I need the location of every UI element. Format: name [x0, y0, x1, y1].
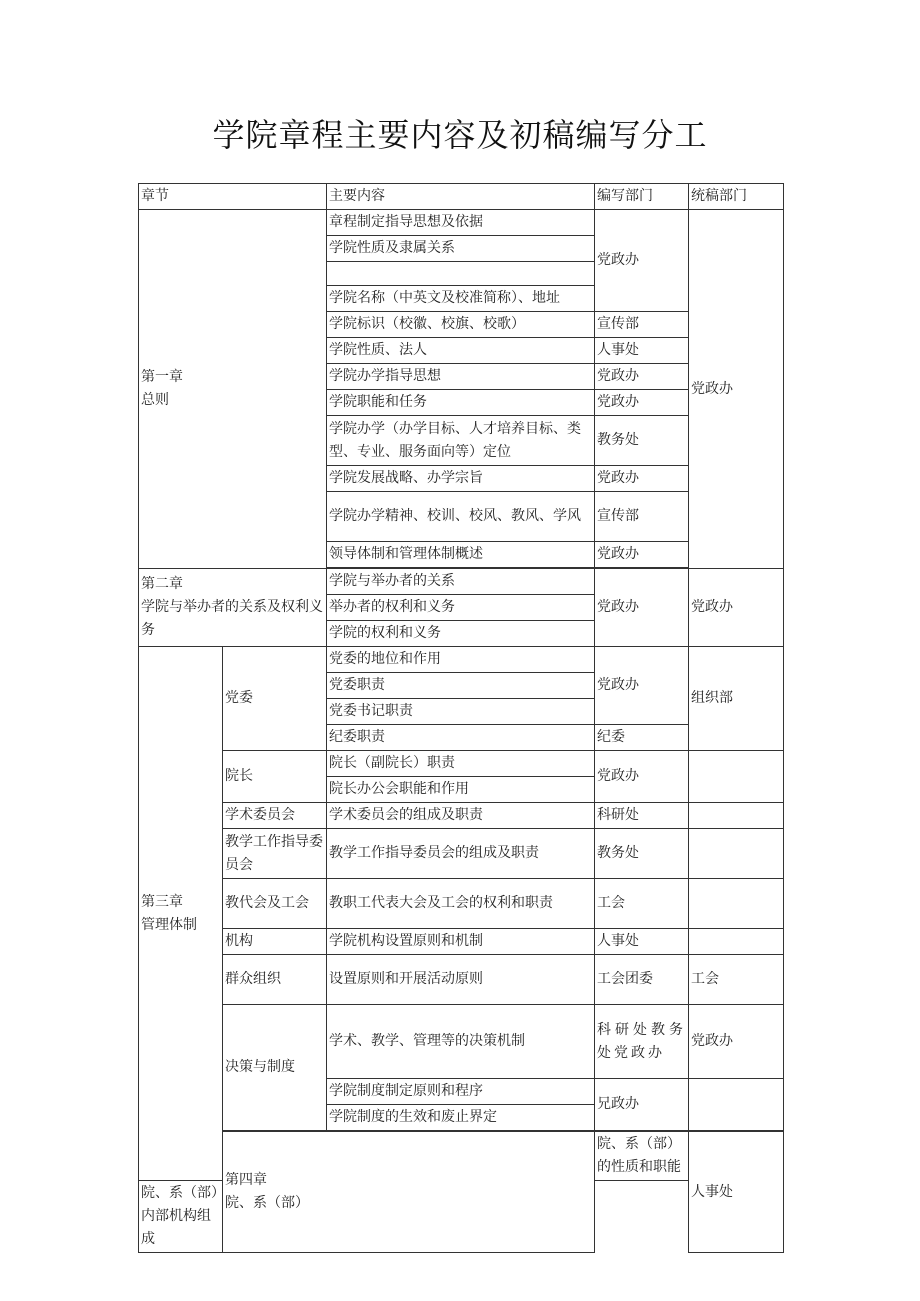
ch3-party-content-1: 党委职责 [327, 673, 595, 699]
ch3-teaching-content: 教学工作指导委员会的组成及职责 [327, 829, 595, 879]
table-row [139, 751, 784, 777]
table-row [139, 1132, 784, 1181]
ch3-decision-label: 决策与制度 [223, 1005, 327, 1131]
ch3-number: 第三章 [141, 893, 183, 910]
ch1-writer-9: 宣传部 [595, 492, 689, 542]
ch3-party-content-3: 纪委职责 [327, 725, 595, 751]
ch3-mass-content: 设置原则和开展活动原则 [327, 955, 595, 1005]
ch1-name: 总则 [141, 392, 169, 408]
table-row [139, 829, 784, 879]
ch3-mass-writer: 工会团委 [595, 955, 689, 1005]
ch1-writer-4: 人事处 [595, 338, 689, 364]
ch3-party-content-2: 党委书记职责 [327, 699, 595, 725]
ch3-decision-writer: 科研处教务处党政办 [595, 1005, 689, 1079]
ch3-name: 管理体制 [141, 916, 197, 933]
ch1-content-0: 章程制定指导思想及依据 [327, 210, 595, 236]
table-row [139, 647, 784, 673]
ch3-decision-content: 学术、教学、管理等的决策机制 [327, 1005, 595, 1079]
assignment-table [138, 183, 784, 1253]
ch3-org-reviewer-empty [689, 929, 784, 955]
ch1-content-1: 学院性质及隶属关系 [327, 236, 595, 262]
ch3-party-writer: 党政办 [595, 647, 689, 725]
ch1-content-spacer [327, 262, 595, 286]
ch4-number: 第四章 [225, 1172, 267, 1188]
header-row [139, 184, 784, 210]
ch1-writer-6: 党政办 [595, 390, 689, 416]
ch3-president-reviewer-empty [689, 751, 784, 803]
ch2-content-1: 举办者的权利和义务 [327, 595, 595, 621]
ch1-writer-3: 宣传部 [595, 312, 689, 338]
ch3-org-label: 机构 [223, 929, 327, 955]
ch2-reviewer: 党政办 [689, 569, 784, 647]
ch3-decision-rows-content-0: 学院制度制定原则和程序 [327, 1079, 595, 1105]
ch1-content-2: 学院名称（中英文及校准简称）、地址 [327, 286, 595, 312]
ch3-president-writer: 党政办 [595, 751, 689, 803]
ch1-content-5: 学院办学指导思想 [327, 364, 595, 390]
ch3-decision-reviewer: 党政办 [689, 1005, 784, 1079]
ch4-chapter-cell [223, 1132, 595, 1253]
ch3-academic-writer: 科研处 [595, 803, 689, 829]
ch3-teaching-writer: 教务处 [595, 829, 689, 879]
ch4-content-1: 院、系（部）内部机构组成 [139, 1181, 223, 1253]
ch3-mass-label: 群众组织 [223, 955, 327, 1005]
ch1-content-9: 学院办学精神、校训、校风、教风、学风 [327, 492, 595, 542]
ch3-party-content-0: 党委的地位和作用 [327, 647, 595, 673]
ch3-chapter-cell [139, 647, 223, 1181]
ch2-writer: 党政办 [595, 569, 689, 647]
ch3-president-content-0: 院长（副院长）职责 [327, 751, 595, 777]
table-row [139, 955, 784, 1005]
ch3-party-reviewer: 组织部 [689, 647, 784, 751]
header-writer: 编写部门 [595, 184, 689, 210]
ch3-org-content: 学院机构设置原则和机制 [327, 929, 595, 955]
ch3-decision-rows-reviewer-empty [689, 1079, 784, 1131]
ch3-decision-rows-writer: 兄政办 [595, 1079, 689, 1131]
ch3-academic-label: 学术委员会 [223, 803, 327, 829]
ch1-content-3: 学院标识（校徽、校旗、校歌） [327, 312, 595, 338]
header-reviewer: 统稿部门 [689, 184, 784, 210]
ch3-union-writer: 工会 [595, 879, 689, 929]
ch3-union-reviewer-empty [689, 879, 784, 929]
ch3-party-writer-3: 纪委 [595, 725, 689, 751]
ch2-name: 学院与举办者的关系及权利义务 [141, 599, 323, 638]
ch3-teaching-reviewer-empty [689, 829, 784, 879]
ch1-group-writer: 党政办 [595, 210, 689, 312]
ch3-academic-content: 学术委员会的组成及职责 [327, 803, 595, 829]
ch3-academic-reviewer-empty [689, 803, 784, 829]
ch1-writer-8: 党政办 [595, 466, 689, 492]
ch3-union-label: 教代会及工会 [223, 879, 327, 929]
ch1-chapter-cell [139, 210, 327, 569]
ch2-content-2: 学院的权利和义务 [327, 621, 595, 647]
ch3-president-label: 院长 [223, 751, 327, 803]
ch3-party-label: 党委 [223, 647, 327, 751]
table-row [139, 569, 784, 595]
ch4-name: 院、系（部） [225, 1195, 309, 1211]
ch3-decision-rows-content-1: 学院制度的生效和废止界定 [327, 1105, 595, 1131]
ch3-org-writer: 人事处 [595, 929, 689, 955]
ch1-number: 第一章 [141, 369, 183, 385]
ch3-mass-reviewer: 工会 [689, 955, 784, 1005]
ch2-content-0: 学院与举办者的关系 [327, 569, 595, 595]
header-content: 主要内容 [327, 184, 595, 210]
table-row [139, 803, 784, 829]
ch2-number: 第二章 [141, 576, 183, 592]
header-chapter: 章节 [139, 184, 327, 210]
ch1-writer-10: 党政办 [595, 542, 689, 568]
ch3-teaching-label: 教学工作指导委员会 [223, 829, 327, 879]
table-row [139, 210, 784, 236]
table-row [139, 929, 784, 955]
table-row [139, 1005, 784, 1079]
ch1-content-7: 学院办学（办学目标、人才培养目标、类型、专业、服务面向等）定位 [327, 416, 595, 466]
ch4-writer: 人事处 [689, 1132, 784, 1253]
ch1-content-6: 学院职能和任务 [327, 390, 595, 416]
ch3-president-content-1: 院长办公会职能和作用 [327, 777, 595, 803]
ch1-writer-7: 教务处 [595, 416, 689, 466]
table-row [139, 879, 784, 929]
ch1-content-8: 学院发展战略、办学宗旨 [327, 466, 595, 492]
ch1-writer-5: 党政办 [595, 364, 689, 390]
ch1-content-10: 领导体制和管理体制概述 [327, 542, 595, 568]
ch3-union-content: 教职工代表大会及工会的权利和职责 [327, 879, 595, 929]
ch1-content-4: 学院性质、法人 [327, 338, 595, 364]
ch1-reviewer: 党政办 [689, 210, 784, 569]
ch2-chapter-cell [139, 569, 327, 647]
page-title: 学院章程主要内容及初稿编写分工 [212, 116, 708, 154]
ch4-content-0: 院、系（部）的性质和职能 [595, 1132, 689, 1181]
